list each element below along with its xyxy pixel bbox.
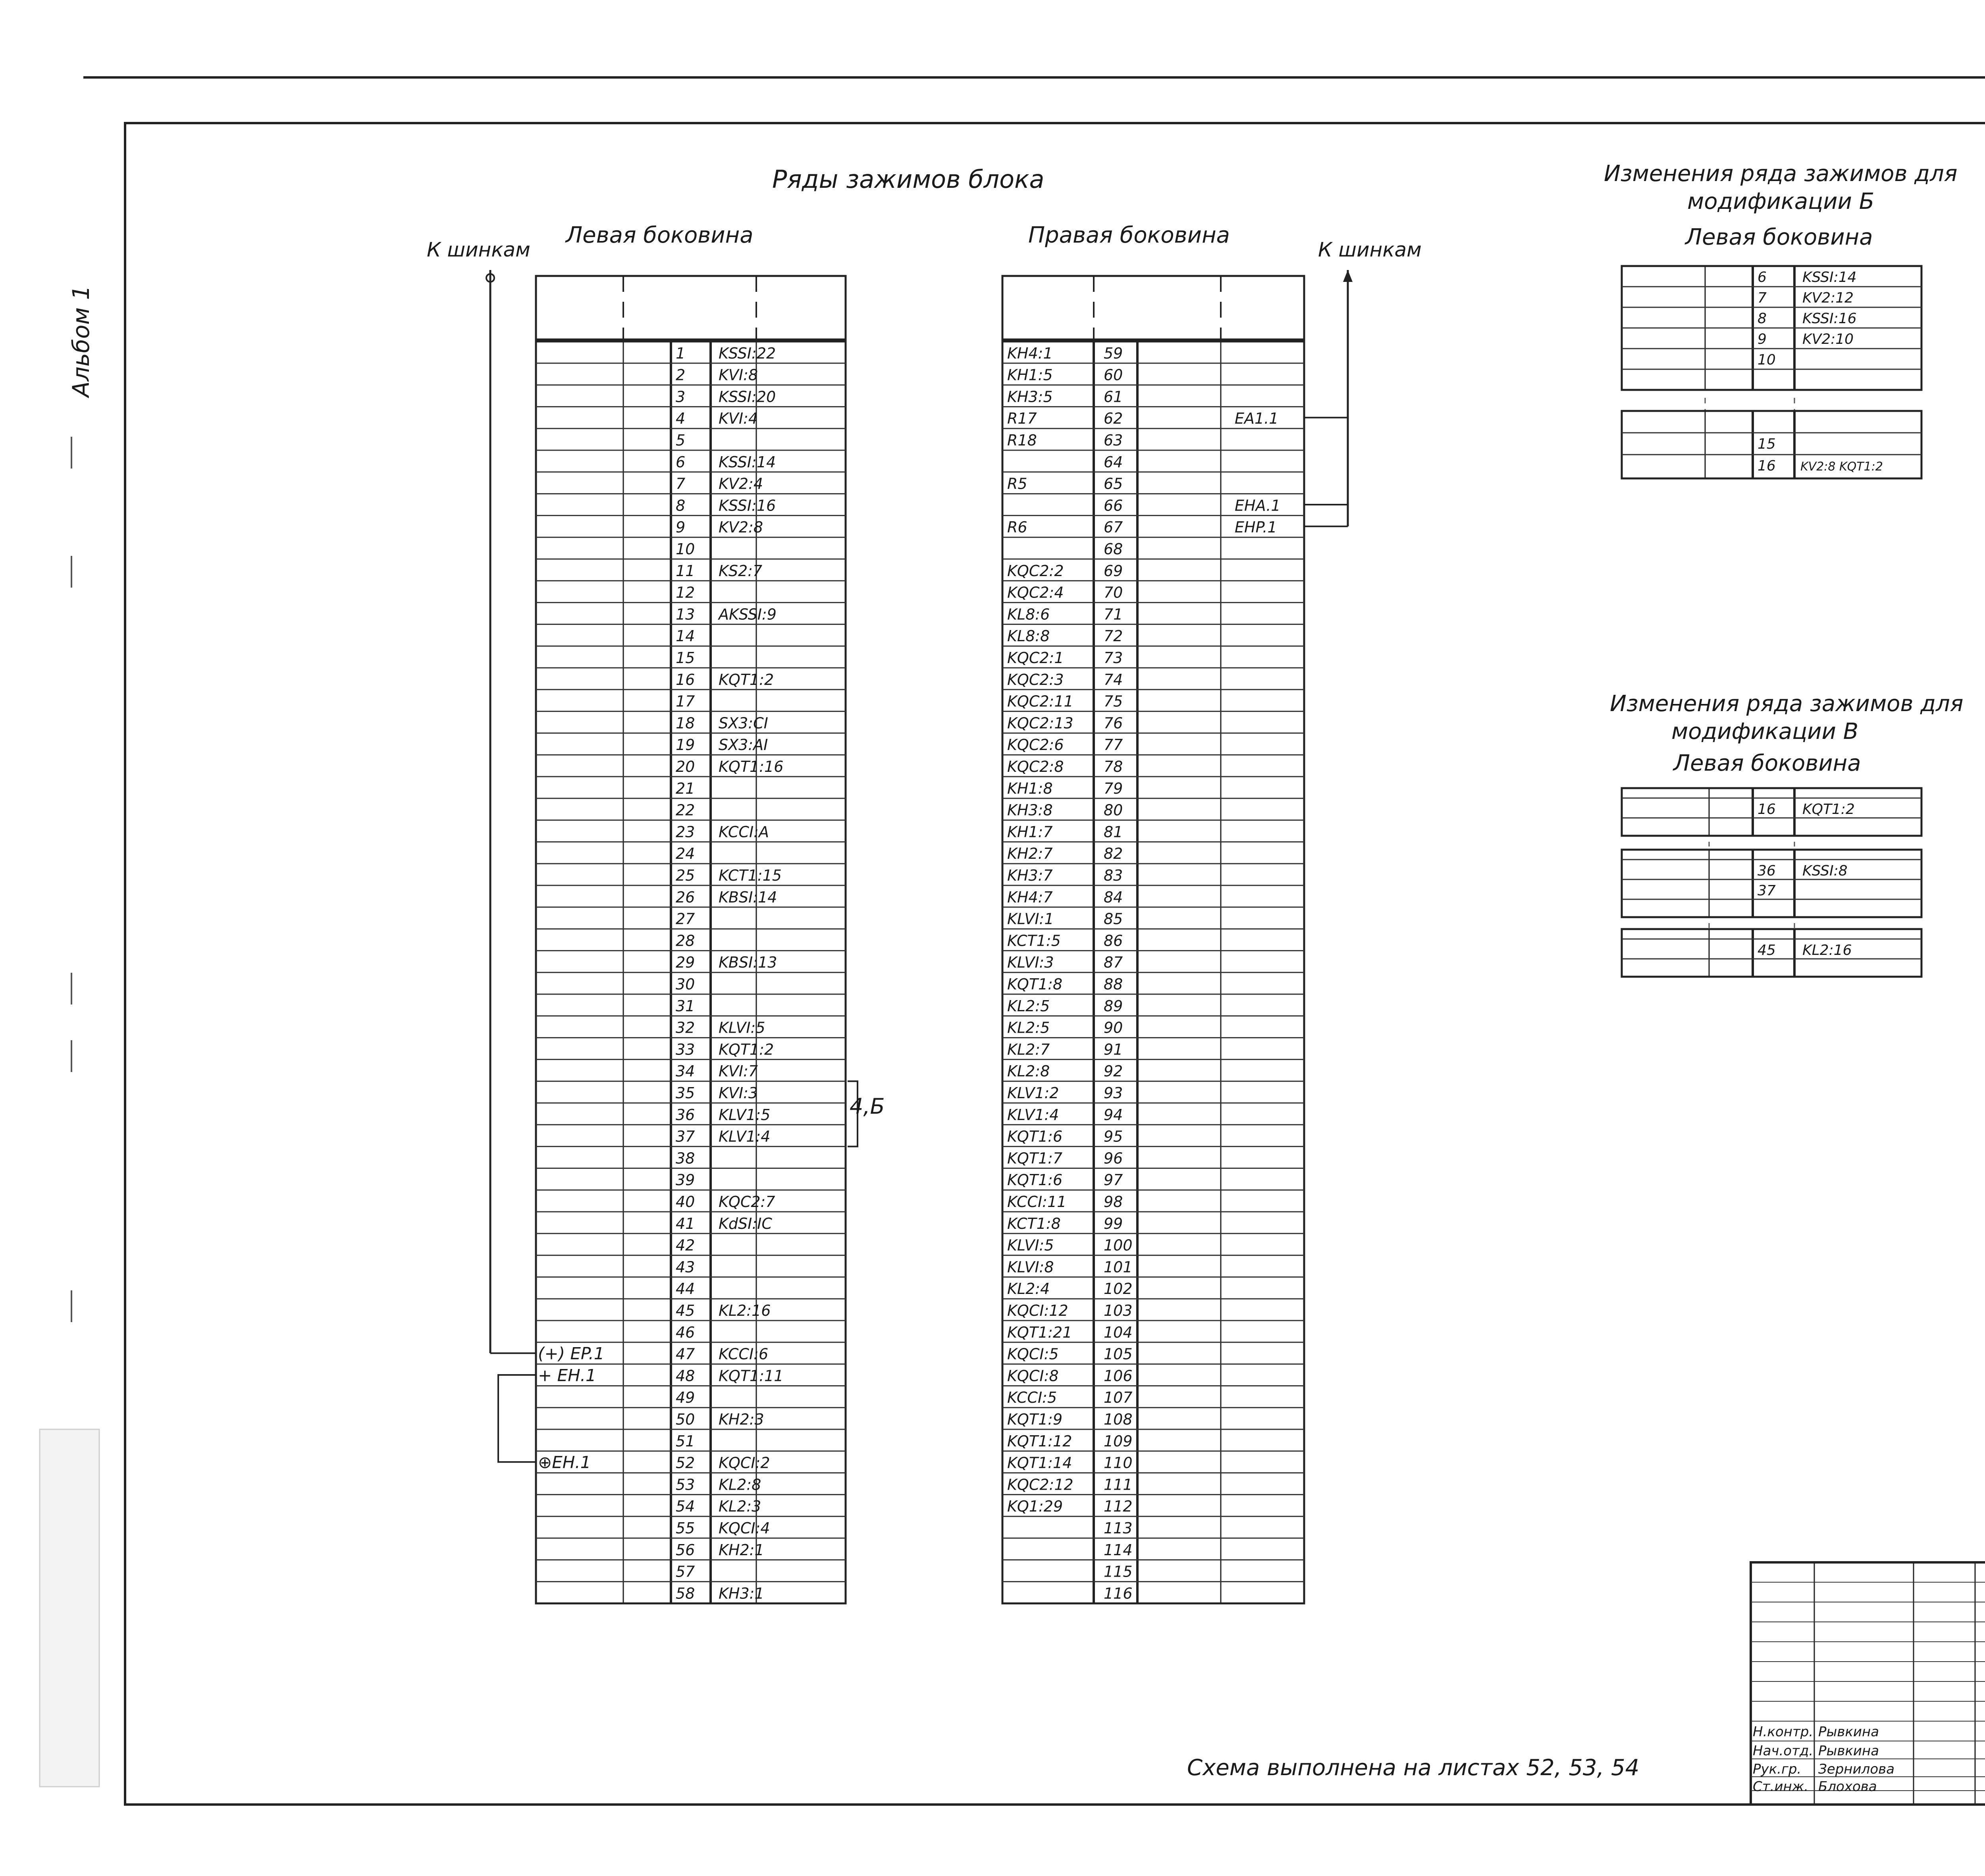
terminal-device: KV2:10 (1802, 331, 1854, 347)
supply-label: (+) EP.1 (538, 1344, 605, 1363)
terminal-number: 24 (676, 845, 695, 863)
terminal-number: 37 (1758, 883, 1776, 899)
terminal-device: KCCI:6 (719, 1345, 769, 1363)
terminal-number: 93 (1104, 1084, 1123, 1102)
terminal-number: 75 (1104, 692, 1123, 710)
terminal-number: 102 (1104, 1280, 1133, 1298)
terminal-number: 19 (676, 736, 695, 754)
terminal-device: KVI:3 (719, 1084, 758, 1102)
terminal-number: 91 (1104, 1041, 1123, 1059)
terminal-number: 86 (1104, 932, 1123, 950)
terminal-number: 84 (1104, 888, 1123, 906)
mod-v-side: Левая боковина (1673, 750, 1861, 776)
terminal-number: 56 (676, 1541, 695, 1559)
mod-v-title-line2: модификации В (1671, 719, 1859, 744)
terminal-device: KQC2:2 (1007, 562, 1064, 580)
terminal-number: 49 (676, 1389, 695, 1407)
terminal-device: KLVI:1 (1007, 910, 1054, 928)
terminal-device: KQT1:6 (1007, 1128, 1063, 1145)
terminal-device: KH1:7 (1007, 823, 1053, 841)
terminal-number: 104 (1104, 1323, 1133, 1341)
terminal-number: 3 (676, 388, 686, 406)
terminal-number: 77 (1104, 736, 1123, 754)
terminal-device: KQC2:6 (1007, 736, 1064, 754)
terminal-number: 65 (1104, 475, 1123, 493)
mod-b-title-line1: Изменения ряда зажимов для (1604, 161, 1958, 187)
terminal-device: KL2:16 (719, 1302, 771, 1319)
terminal-number: 8 (1758, 310, 1767, 327)
role-4: Ст.инж. (1753, 1779, 1809, 1795)
terminal-number: 9 (1758, 331, 1767, 347)
terminal-device: KH3:7 (1007, 867, 1053, 884)
terminal-device: R18 (1007, 432, 1037, 449)
terminal-number: 45 (676, 1302, 695, 1319)
terminal-device: KL2:5 (1007, 997, 1050, 1015)
terminal-number: 42 (676, 1236, 695, 1254)
terminal-device: KLV1:4 (719, 1128, 771, 1145)
terminal-number: 6 (1758, 269, 1767, 285)
terminal-device: KSSI:14 (1802, 269, 1857, 285)
terminal-number: 44 (676, 1280, 695, 1298)
terminal-number: 62 (1104, 410, 1123, 428)
terminal-number: 64 (1104, 453, 1123, 471)
terminal-device: SX3:CI (719, 714, 768, 732)
name-1: Рывкина (1818, 1724, 1879, 1740)
terminal-number: 107 (1104, 1389, 1133, 1407)
terminal-number: 72 (1104, 627, 1123, 645)
terminal-device: KQT1:8 (1007, 976, 1063, 993)
terminal-device: KBSI:13 (719, 954, 777, 972)
right-side-title: Правая боковина (1028, 222, 1230, 248)
terminal-number: 101 (1104, 1258, 1133, 1276)
terminal-number: 89 (1104, 997, 1123, 1015)
terminal-number: 60 (1104, 366, 1123, 384)
terminal-number: 83 (1104, 867, 1123, 884)
terminal-device: KL2:5 (1007, 1019, 1050, 1037)
terminal-number: 27 (676, 910, 695, 928)
terminal-number: 70 (1104, 584, 1123, 602)
terminal-device: KQC2:7 (719, 1193, 775, 1211)
terminal-number: 59 (1104, 344, 1123, 362)
terminal-number: 7 (1758, 290, 1767, 306)
role-1: Н.контр. (1753, 1724, 1813, 1740)
terminal-device: KQC2:1 (1007, 649, 1064, 667)
group-note: 4,Б (850, 1094, 885, 1119)
terminal-number: 34 (676, 1062, 695, 1080)
terminal-number: 106 (1104, 1367, 1133, 1385)
terminal-device: KL2:8 (719, 1476, 761, 1494)
terminal-number: 10 (676, 540, 695, 558)
terminal-number: 47 (676, 1345, 695, 1363)
terminal-number: 18 (676, 714, 695, 732)
terminal-number: 16 (676, 671, 695, 688)
terminal-device: KLV1:2 (1007, 1084, 1059, 1102)
terminal-number: 55 (676, 1519, 695, 1537)
terminal-number: 95 (1104, 1128, 1123, 1145)
terminal-number: 88 (1104, 976, 1123, 993)
terminal-number: 90 (1104, 1019, 1123, 1037)
terminal-number: 20 (676, 758, 695, 775)
terminal-number: 46 (676, 1323, 695, 1341)
terminal-device: KSSI:16 (1802, 310, 1857, 327)
terminal-number: 10 (1758, 352, 1776, 368)
terminal-number: 115 (1104, 1563, 1133, 1581)
name-2: Рывкина (1818, 1743, 1879, 1759)
terminal-number: 51 (676, 1432, 695, 1450)
terminal-number: 71 (1104, 605, 1123, 623)
terminal-device: KL2:8 (1007, 1062, 1050, 1080)
terminal-number: 78 (1104, 758, 1123, 775)
terminal-number: 31 (676, 997, 695, 1015)
mod-b-title-line2: модификации Б (1687, 189, 1875, 214)
terminal-number: 23 (676, 823, 695, 841)
terminal-number: 37 (676, 1128, 695, 1145)
terminal-number: 52 (676, 1454, 695, 1472)
terminal-device: KL8:8 (1007, 627, 1050, 645)
role-3: Рук.гр. (1753, 1761, 1802, 1777)
terminal-number: 16 (1758, 801, 1776, 817)
terminal-output: EA1.1 (1235, 410, 1279, 428)
terminal-number: 82 (1104, 845, 1123, 863)
terminal-device: KV2:8 (719, 519, 763, 536)
name-3: Зернилова (1818, 1761, 1895, 1777)
terminal-number: 13 (676, 605, 695, 623)
left-side-title: Левая боковина (566, 222, 754, 248)
terminal-device: KH4:1 (1007, 344, 1053, 362)
terminal-number: 58 (676, 1585, 695, 1602)
terminal-number: 85 (1104, 910, 1123, 928)
terminal-number: 17 (676, 692, 695, 710)
terminal-device: KSSI:20 (719, 388, 776, 406)
terminal-number: 7 (676, 475, 686, 493)
terminal-number: 1 (676, 344, 686, 362)
terminal-device: KL2:4 (1007, 1280, 1050, 1298)
terminal-number: 96 (1104, 1149, 1123, 1167)
terminal-number: 15 (676, 649, 695, 667)
terminal-output: EHA.1 (1235, 497, 1281, 515)
terminal-device: KVI:7 (719, 1062, 758, 1080)
terminal-device: KQCI:2 (719, 1454, 770, 1472)
terminal-number: 54 (676, 1498, 695, 1515)
terminal-number: 68 (1104, 540, 1123, 558)
terminal-device: KQT1:2 (719, 1041, 774, 1059)
terminal-number: 33 (676, 1041, 695, 1059)
terminal-number: 5 (676, 432, 686, 449)
terminal-device: KQC2:3 (1007, 671, 1064, 688)
terminal-number: 32 (676, 1019, 695, 1037)
terminal-device: KQCI:4 (719, 1519, 770, 1537)
terminal-device: KH3:8 (1007, 801, 1053, 819)
terminal-device: KQC2:13 (1007, 714, 1073, 732)
terminal-device: KSSI:16 (719, 497, 776, 515)
terminal-device: R5 (1007, 475, 1027, 493)
terminal-number: 25 (676, 867, 695, 884)
terminal-number: 110 (1104, 1454, 1133, 1472)
terminal-number: 9 (676, 519, 686, 536)
terminal-device: KQC2:12 (1007, 1476, 1073, 1494)
terminal-number: 15 (1758, 436, 1776, 452)
terminal-device: KdSI:IC (719, 1215, 772, 1232)
terminal-number: 109 (1104, 1432, 1133, 1450)
terminal-device: KCT1:15 (719, 867, 782, 884)
terminal-device: KCT1:5 (1007, 932, 1061, 950)
terminal-number: 116 (1104, 1585, 1133, 1602)
mod-v-title-line1: Изменения ряда зажимов для (1610, 691, 1964, 717)
supply-label: + EH.1 (538, 1365, 596, 1385)
terminal-number: 114 (1104, 1541, 1133, 1559)
terminal-device: SX3:AI (719, 736, 768, 754)
terminal-number: 4 (676, 410, 686, 428)
terminal-number: 43 (676, 1258, 695, 1276)
terminal-device: KLVI:3 (1007, 954, 1054, 972)
terminal-number: 48 (676, 1367, 695, 1385)
terminal-number: 36 (676, 1106, 695, 1124)
terminal-number: 61 (1104, 388, 1123, 406)
terminal-device: KVI:8 (719, 366, 758, 384)
terminal-device: KQC2:8 (1007, 758, 1064, 775)
terminal-device: KQT1:14 (1007, 1454, 1072, 1472)
terminal-number: 81 (1104, 823, 1123, 841)
terminal-device: KLVI:8 (1007, 1258, 1054, 1276)
terminal-number: 36 (1758, 863, 1776, 879)
terminal-device: KQT1:9 (1007, 1411, 1063, 1428)
terminal-number: 63 (1104, 432, 1123, 449)
terminal-number: 69 (1104, 562, 1123, 580)
terminal-device: KH2:7 (1007, 845, 1053, 863)
terminal-number: 103 (1104, 1302, 1133, 1319)
terminal-device: KCCI:11 (1007, 1193, 1067, 1211)
terminal-number: 45 (1758, 942, 1776, 958)
main-title: Ряды зажимов блока (772, 165, 1045, 194)
terminal-number: 41 (676, 1215, 695, 1232)
terminal-number: 73 (1104, 649, 1123, 667)
terminal-device: KV2:12 (1802, 290, 1854, 306)
terminal-device: KH3:5 (1007, 388, 1053, 406)
terminal-number: 6 (676, 453, 686, 471)
terminal-device: KV2:4 (719, 475, 763, 493)
terminal-number: 113 (1104, 1519, 1133, 1537)
terminal-number: 94 (1104, 1106, 1123, 1124)
terminal-number: 2 (676, 366, 686, 384)
terminal-number: 57 (676, 1563, 695, 1581)
terminal-device: KQT1:2 (1802, 801, 1855, 817)
terminal-number: 50 (676, 1411, 695, 1428)
terminal-device: KSSI:8 (1802, 863, 1848, 879)
terminal-device: KQT1:21 (1007, 1323, 1072, 1341)
terminal-device: KH2:3 (719, 1411, 764, 1428)
terminal-number: 80 (1104, 801, 1123, 819)
terminal-device: KH1:5 (1007, 366, 1053, 384)
terminal-number: 92 (1104, 1062, 1123, 1080)
terminal-number: 100 (1104, 1236, 1133, 1254)
footer-note: Схема выполнена на листах 52, 53, 54 (1187, 1755, 1640, 1781)
terminal-device: KL2:3 (719, 1498, 761, 1515)
terminal-number: 35 (676, 1084, 695, 1102)
terminal-device: KQT1:6 (1007, 1171, 1063, 1189)
terminal-device: KSSI:14 (719, 453, 776, 471)
terminal-number: 105 (1104, 1345, 1133, 1363)
terminal-device: KH3:1 (719, 1585, 764, 1602)
terminal-device: KH1:8 (1007, 779, 1053, 797)
right-bus-label: К шинкам (1318, 238, 1422, 261)
terminal-device: KBSI:14 (719, 888, 777, 906)
album-label: Альбом 1 (67, 285, 94, 397)
role-2: Нач.отд. (1753, 1743, 1813, 1759)
terminal-device: KLVI:5 (1007, 1236, 1054, 1254)
terminal-number: 67 (1104, 519, 1123, 536)
left-bus-label: К шинкам (427, 238, 530, 261)
terminal-device: KQT1:11 (719, 1367, 784, 1385)
terminal-number: 22 (676, 801, 695, 819)
terminal-device: KSSI:22 (719, 344, 776, 362)
terminal-number: 66 (1104, 497, 1123, 515)
terminal-number: 28 (676, 932, 695, 950)
terminal-device: KQ1:29 (1007, 1498, 1063, 1515)
terminal-number: 53 (676, 1476, 695, 1494)
terminal-device: KQCI:5 (1007, 1345, 1059, 1363)
terminal-number: 8 (676, 497, 686, 515)
terminal-device: KQT1:7 (1007, 1149, 1063, 1167)
terminal-number: 29 (676, 954, 695, 972)
terminal-device: R6 (1007, 519, 1027, 536)
terminal-device: KLV1:5 (719, 1106, 771, 1124)
terminal-device: KVI:4 (719, 410, 758, 428)
supply-label: ⊕EH.1 (538, 1452, 591, 1472)
terminal-number: 97 (1104, 1171, 1123, 1189)
terminal-device: KS2:7 (719, 562, 763, 580)
terminal-device: R17 (1007, 410, 1037, 428)
terminal-number: 40 (676, 1193, 695, 1211)
terminal-device: KV2:8 KQT1:2 (1800, 460, 1883, 474)
terminal-number: 108 (1104, 1411, 1133, 1428)
terminal-number: 16 (1758, 458, 1776, 474)
terminal-number: 11 (676, 562, 695, 580)
terminal-device: KLVI:5 (719, 1019, 765, 1037)
terminal-number: 112 (1104, 1498, 1133, 1515)
terminal-device: KQC2:11 (1007, 692, 1073, 710)
terminal-number: 74 (1104, 671, 1123, 688)
terminal-device: KH4:7 (1007, 888, 1053, 906)
mod-b-side: Левая боковина (1685, 224, 1873, 250)
terminal-number: 79 (1104, 779, 1123, 797)
terminal-device: KQT1:2 (719, 671, 774, 688)
terminal-device: KQCI:12 (1007, 1302, 1068, 1319)
terminal-device: KQCI:8 (1007, 1367, 1059, 1385)
terminal-device: KL8:6 (1007, 605, 1050, 623)
terminal-number: 14 (676, 627, 695, 645)
terminal-device: KL2:16 (1802, 942, 1852, 958)
terminal-number: 87 (1104, 954, 1123, 972)
terminal-device: KQT1:12 (1007, 1432, 1072, 1450)
terminal-device: KCCI:A (719, 823, 769, 841)
terminal-device: KCCI:5 (1007, 1389, 1057, 1407)
terminal-number: 12 (676, 584, 695, 602)
terminal-device: AKSSI:9 (719, 605, 777, 623)
terminal-device: KCT1:8 (1007, 1215, 1061, 1232)
terminal-device: KQT1:16 (719, 758, 784, 775)
name-4: Блохова (1818, 1779, 1877, 1795)
terminal-number: 38 (676, 1149, 695, 1167)
terminal-device: KLV1:4 (1007, 1106, 1059, 1124)
terminal-number: 21 (676, 779, 695, 797)
terminal-number: 39 (676, 1171, 695, 1189)
terminal-output: EHP.1 (1235, 519, 1277, 536)
terminal-number: 26 (676, 888, 695, 906)
terminal-number: 76 (1104, 714, 1123, 732)
terminal-device: KH2:1 (719, 1541, 764, 1559)
terminal-device: KL2:7 (1007, 1041, 1050, 1059)
terminal-number: 30 (676, 976, 695, 993)
terminal-number: 98 (1104, 1193, 1123, 1211)
terminal-number: 99 (1104, 1215, 1123, 1232)
terminal-number: 111 (1104, 1476, 1133, 1494)
terminal-device: KQC2:4 (1007, 584, 1064, 602)
